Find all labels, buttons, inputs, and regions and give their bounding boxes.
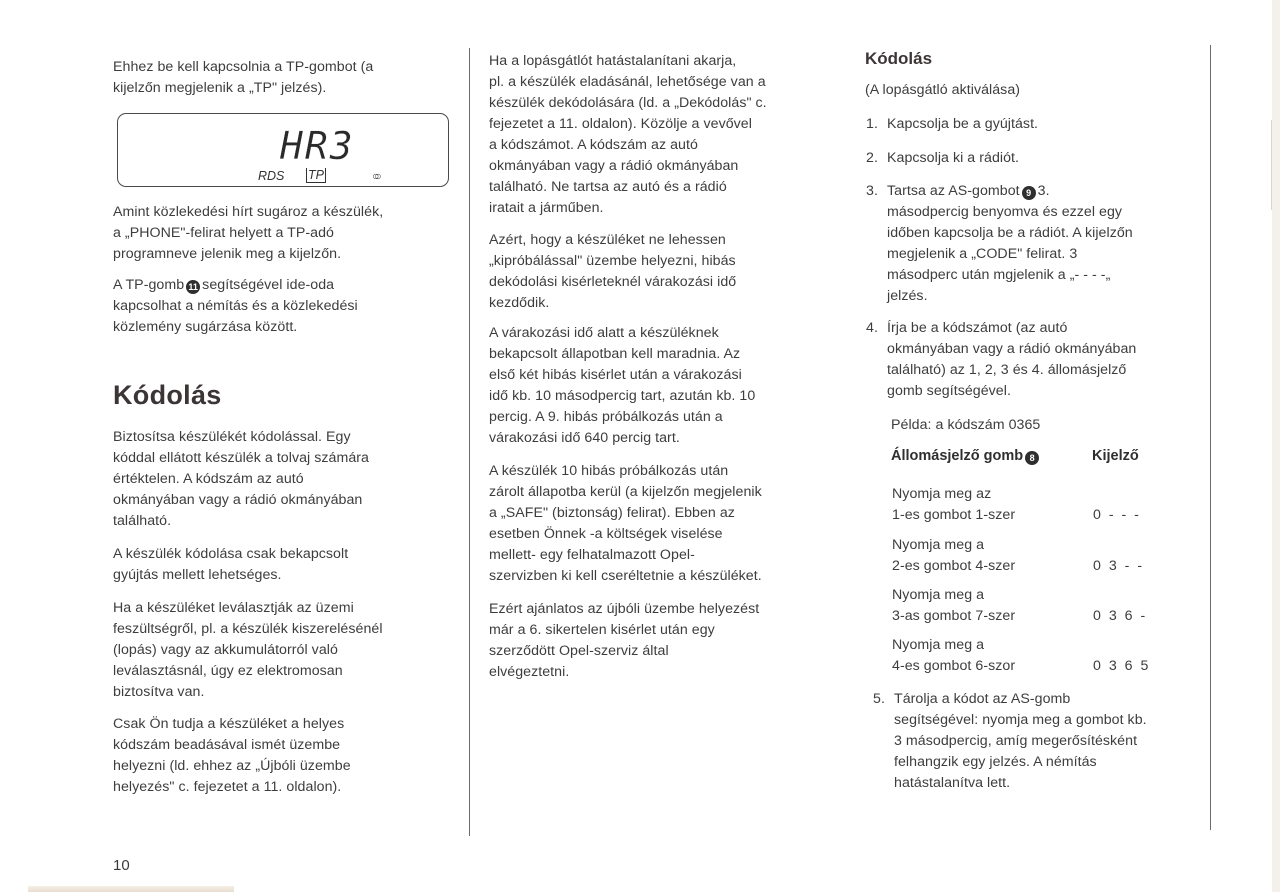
step-4: 4. Írja be a kódszámot (az autó okmányában vagy a rádió okmányában található) az 1, 2, 3 és 4. állomásjelző gomb segítségével. — [866, 320, 1137, 399]
traffic-news-paragraph: Amint közlekedési hírt sugároz a készülék, a „PHONE"-felirat helyett a TP-adó programneve jelenik meg a kijelzőn. — [113, 204, 384, 262]
column-header-display: Kijelző — [1092, 448, 1139, 464]
deactivate-paragraph: Ha a lopásgátlót hatástalanítani akarja, pl. a készülék eladásánál, lehetősége van a készülék dekódolására (ld. a „Dekódolás" c. fejezetet a 11. oldalon). Közölje a vevővel a kódszámot. A kódszám az autó okmányában vagy a rádió okmányában található. Ne tartsa az autó és a rádió iratait a járműben. — [489, 53, 767, 216]
step-5: 5. Tárolja a kódot az AS-gomb segítségével: nyomja meg a gombot kb. 3 másodpercig, amíg megerősítésként felhangzik egy jelzés. A némítás hatástalanítva lett. — [873, 691, 1147, 791]
button-number-badge: 9 — [1022, 186, 1036, 200]
column-divider-right — [1210, 45, 1211, 830]
display-value: 0 3 6 5 — [1093, 658, 1151, 674]
page-edge-mark — [1271, 120, 1272, 210]
radio-display-illustration — [117, 113, 449, 187]
tp-button-paragraph: A TP-gomb 11 segítségével ide-oda kapcsolhat a némítás és a közlekedési közlemény sugárzása között. — [113, 277, 358, 335]
example-text: Példa: a kódszám 0365 — [891, 417, 1041, 433]
page-bottom-edge — [28, 886, 234, 892]
step-1: 1. Kapcsolja be a gyújtást. — [866, 116, 1039, 132]
code-table-header — [891, 448, 1139, 465]
safe-mode-paragraph: A készülék 10 hibás próbálkozás után zárolt állapotba kerül (a kijelzőn megjelenik a „SAFE" (biztonság) felirat). Ebben az esetben Önnek -a költségek viselése mellett- egy felhatalmazott Opel- szervizben ki kell cseréltetnie a készüléket. — [489, 463, 762, 584]
column-divider-left — [469, 48, 470, 836]
column-header-button: Állomásjelző gomb — [891, 448, 1024, 464]
only-you-paragraph: Csak Ön tudja a készüléket a helyes kódszám beadásával ismét üzembe helyezni (ld. ehhez az „Újbóli üzembe helyezés" c. fejezetet a 11. oldalon). — [113, 716, 351, 795]
trial-paragraph: Azért, hogy a készüléket ne lehessen „kipróbálással" üzembe helyezni, hibás dekódolási kisérleteknél várakozási idő kezdődik. — [489, 232, 737, 311]
ignition-paragraph: A készülék kódolása csak bekapcsolt gyújtás mellett lehetséges. — [113, 546, 349, 583]
stereo-icon: ○○ — [372, 169, 377, 183]
page-edge — [1272, 0, 1280, 892]
display-value: 0 3 - - — [1093, 558, 1145, 574]
display-station-name: HR3 — [280, 124, 355, 168]
page-number: 10 — [113, 857, 130, 874]
disconnect-paragraph: Ha a készüléket leválasztják az üzemi feszültségről, pl. a készülék kiszerelésénél (lopás) vagy az akkumulátorról való leválasztásnál, úgy ez elektromosan biztosítva van. — [113, 600, 383, 700]
secure-paragraph: Biztosítsa készülékét kódolással. Egy kóddal ellátott készülék a tolvaj számára értéktelen. A kódszám az autó okmányában vagy a rádió okmányában található. — [113, 429, 369, 529]
waiting-paragraph: A várakozási idő alatt a készüléknek bekapcsolt állapotban kell maradnia. Az első két hibás kisérlet után a várakozási idő kb. 10 másodpercig tart, azután kb. 10 percig. A 9. hibás próbálkozás után a várakozási idő 640 percig tart. — [489, 325, 756, 446]
rds-indicator: RDS — [258, 169, 285, 183]
section-subheading: (A lopásgátló aktiválása) — [865, 82, 1021, 98]
section-heading-small: Kódolás — [865, 49, 933, 68]
step-3: 3. Tartsa az AS-gombot 9 3. másodpercig benyomva és ezzel egy időben kapcsolja be a rádiót. A kijelzőn megjelenik a „CODE" felirat. 3 másodperc után mgjelenik a „- - - -„ jelzés. — [866, 183, 1133, 304]
intro-paragraph: Ehhez be kell kapcsolnia a TP-gombot (a kijelzőn megjelenik a „TP" jelzés). — [113, 59, 374, 96]
step-2: 2. Kapcsolja ki a rádiót. — [866, 150, 1020, 166]
display-value: 0 - - - — [1093, 507, 1141, 523]
button-number-badge: 8 — [1025, 451, 1039, 465]
section-heading: Kódolás — [113, 380, 222, 410]
display-value: 0 3 6 - — [1093, 608, 1148, 624]
recommendation-paragraph: Ezért ajánlatos az újbóli üzembe helyezést már a 6. sikertelen kisérlet után egy szerződött Opel-szerviz által elvégeztetni. — [489, 601, 760, 680]
button-number-badge: 11 — [186, 280, 200, 294]
tp-indicator: TP — [308, 168, 324, 182]
